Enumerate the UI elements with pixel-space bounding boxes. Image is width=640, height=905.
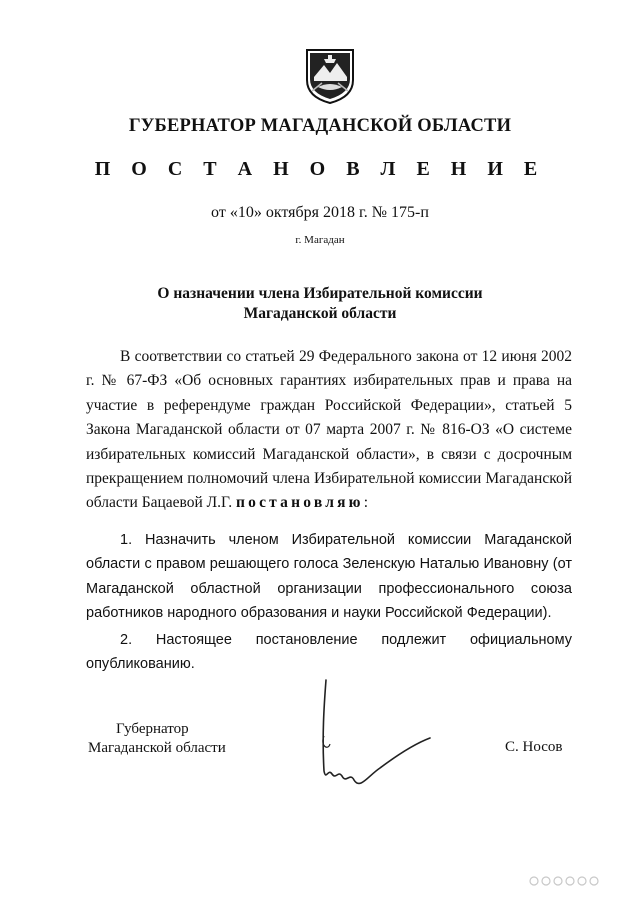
signatory-title-line-1: Губернатор — [116, 721, 189, 737]
city-name: г. Магадан — [295, 234, 345, 246]
preamble-text: В соответствии со статьей 29 Федерального закона от 12 июня 2002 г. № 67-ФЗ «Об основных гарантиях избирательных прав и права на участие в референдуме граждан Российской Федерации», статьей 5 Закона Магаданской области от 07 марта 2007 г. № 816-ОЗ «О системе избирательных комиссий Магаданской области», в связи с досрочным прекращением полномочий члена Избирательной комиссии Магаданской области Бацаевой Л.Г. — [86, 348, 572, 512]
signatory-name: С. Носов — [505, 739, 563, 755]
signatory-title — [88, 720, 226, 758]
signatory-title-line-2: Магаданской области — [88, 740, 226, 756]
document-type-title: П О С Т А Н О В Л Е Н И Е — [94, 158, 546, 180]
item-1-paragraph: 1. Назначить членом Избирательной комиссии Магаданской области с правом решающего голоса Зеленскую Наталью Ивановну (от Магаданской областной организации профессионального союза работников народного образования и науки Российской Федерации). — [86, 532, 572, 622]
handwritten-signature — [310, 676, 440, 796]
coat-of-arms-emblem — [304, 47, 356, 105]
decree-colon: : — [363, 494, 369, 512]
subject-line-2: Магаданской области — [243, 305, 397, 322]
preamble-paragraph — [86, 345, 572, 516]
issuing-authority: ГУБЕРНАТОР МАГАДАНСКОЙ ОБЛАСТИ — [128, 116, 512, 136]
item-2-paragraph: 2. Настоящее постановление подлежит официальному опубликованию. — [86, 632, 572, 673]
date-and-number: от «10» октября 2018 г. № 175-п — [211, 204, 429, 221]
subject-line-1: О назначении члена Избирательной комиссии — [157, 285, 483, 302]
decree-word: постановляю — [236, 494, 364, 512]
faded-stamp-marks — [528, 874, 600, 888]
document-subject — [0, 284, 640, 324]
